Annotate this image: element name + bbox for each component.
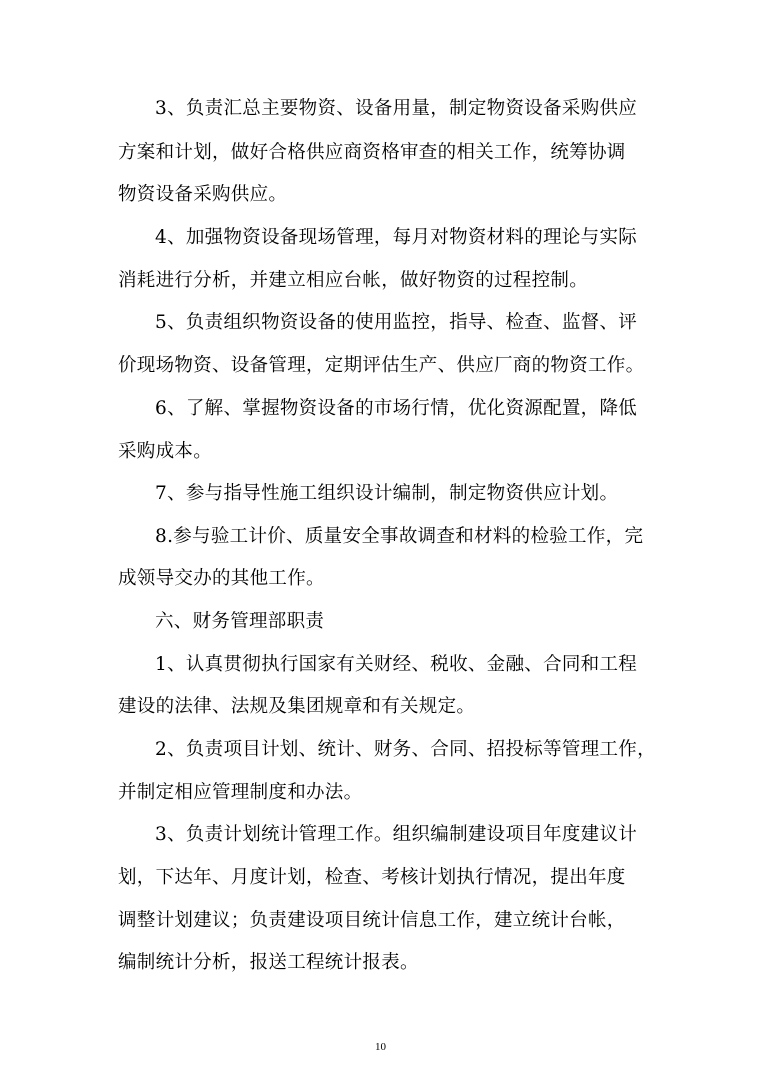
text-line: 方案和计划，做好合格供应商资格审查的相关工作，统筹协调 [118,142,626,163]
text-line: 编制统计分析，报送工程统计报表。 [118,952,419,973]
text-line: 7、参与指导性施工组织设计编制，制定物资供应计划。 [155,483,619,504]
text-line: 3、负责汇总主要物资、设备用量，制定物资设备采购供应 [155,98,638,119]
text-line: 消耗进行分析，并建立相应台帐，做好物资的过程控制。 [118,270,589,291]
text-line: 物资设备采购供应。 [118,184,288,205]
text-line: 2、负责项目计划、统计、财务、合同、招投标等管理工作， [155,739,656,760]
text-line: 4、加强物资设备现场管理，每月对物资材料的理论与实际 [155,227,638,248]
text-line: 5、负责组织物资设备的使用监控，指导、检查、监督、评 [155,312,638,333]
text-line: 采购成本。 [118,441,213,462]
section-heading: 六、财务管理部职责 [155,611,325,632]
text-line: 并制定相应管理制度和办法。 [118,782,363,803]
text-line: 调整计划建议；负责建设项目统计信息工作，建立统计台帐， [118,910,626,931]
text-line: 8.参与验工计价、质量安全事故调查和材料的检验工作，完 [155,526,644,547]
text-line: 成领导交办的其他工作。 [118,568,325,589]
page-number: 10 [375,1041,386,1053]
text-line: 建设的法律、法规及集团规章和有关规定。 [118,696,476,717]
text-line: 划，下达年、月度计划，检查、考核计划执行情况，提出年度 [118,867,626,888]
text-line: 6、了解、掌握物资设备的市场行情，优化资源配置，降低 [155,398,638,419]
text-line: 3、负责计划统计管理工作。组织编制建设项目年度建议计 [155,824,638,845]
text-line: 1、认真贯彻执行国家有关财经、税收、金融、合同和工程 [155,654,638,675]
text-line: 价现场物资、设备管理，定期评估生产、供应厂商的物资工作。 [118,355,645,376]
